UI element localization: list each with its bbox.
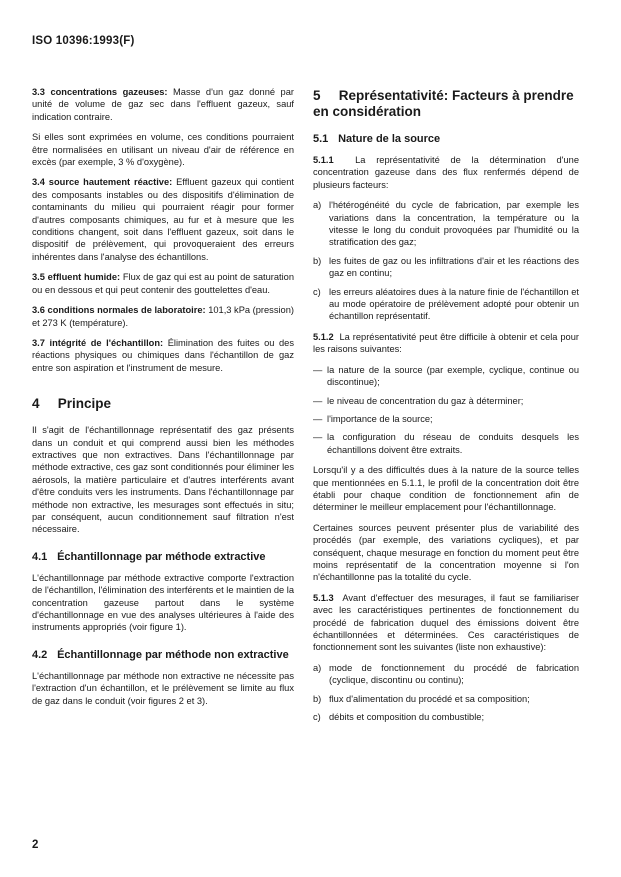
list-item-text: débits et composition du combustible; — [329, 712, 485, 723]
section-title: Nature de la source — [338, 133, 441, 145]
list-item — [313, 255, 579, 280]
definition-term: intégrité de l'échantillon: — [49, 337, 164, 348]
definition-term: effluent humide: — [47, 272, 121, 283]
definition-text: Flux de gaz qui est au point de saturation ou en dessous et qui peut contenir des gouttelettes d'eau. — [32, 272, 294, 295]
section-5-1-heading — [313, 132, 579, 146]
list-item — [313, 199, 579, 249]
definition-3-4 — [32, 176, 294, 263]
clause-number: 5.1.1 — [313, 155, 334, 165]
list-marker: — — [313, 395, 323, 406]
list-item-text: le niveau de concentration du gaz à déterminer; — [327, 395, 524, 406]
clause-text: La représentativité peut être difficile à obtenir et cela pour les raisons suivantes: — [313, 331, 579, 355]
clause-number: 5.1.2 — [313, 331, 334, 342]
definition-3-6 — [32, 304, 294, 329]
section-number: 5.1 — [313, 133, 329, 145]
section-5-heading — [313, 88, 579, 120]
section-title: Échantillonnage par méthode non extractive — [57, 648, 289, 661]
list-item — [313, 711, 579, 723]
list-item-text: l'hétérogénéité du cycle de fabrication, par exemple les variations dans la concentration, la température ou la vitesse le long du conduit provoquées par l'humidité ou la stratification des gaz; — [329, 200, 579, 248]
list-item — [313, 662, 579, 687]
section-4-text: Il s'agit de l'échantillonnage représentatif des gaz présents dans un conduit et qui comprend aussi bien les méthodes extractives que non extractives. Dans l'échantillonnage par méthode extractive, ces gaz sont conditionnés pour éliminer les aérosols, la matière particulaire et d'autres interférents avant d'être conduits vers les instruments. Dans l'échantillonnage par méthode non extractive, les mesurages sont effectués in situ; par conséquent, aucun conditionnement sauf filtration n'est nécessaire. — [32, 425, 294, 535]
clause-5-1-2 — [313, 331, 579, 356]
definition-3-5 — [32, 271, 294, 296]
section-number: 4.2 — [32, 648, 48, 661]
list-item-text: les fuites de gaz ou les infiltrations d'air et les réactions des gaz en continu; — [329, 255, 579, 279]
list-marker: a) — [313, 200, 322, 211]
page-number: 2 — [32, 839, 39, 851]
definition-3-7 — [32, 337, 294, 374]
list-marker: — — [313, 364, 323, 375]
definition-number: 3.6 — [32, 305, 45, 316]
list-marker: c) — [313, 286, 321, 297]
definition-term: source hautement réactive: — [48, 177, 173, 188]
section-number: 5 — [313, 88, 321, 103]
clause-5-1-1 — [313, 154, 579, 191]
list-5-1-3 — [313, 662, 579, 724]
list-marker: a) — [313, 662, 322, 673]
definition-3-3-note: Si elles sont exprimées en volume, ces conditions pourraient être normalisées en utilisant un niveau d'air de référence en excès (par exemple, 3 % d'oxygène). — [32, 132, 294, 168]
clause-number: 5.1.3 — [313, 592, 334, 603]
section-4-2-text: L'échantillonnage par méthode non extractive ne nécessite pas l'extraction d'un échantillon, et le prélèvement se limite au flux de gaz dans le conduit (voir figures 2 et 3). — [32, 670, 294, 706]
clause-5-1-3 — [313, 592, 579, 654]
list-item-text: les erreurs aléatoires dues à la nature finie de l'échantillon et au mode opératoire de prélèvement adopté pour obtenir un échantillon représentatif. — [329, 286, 579, 322]
definition-term: conditions normales de laboratoire: — [47, 305, 206, 316]
section-title: Représentativité: Facteurs à prendre en considération — [313, 88, 574, 119]
list-item — [313, 431, 579, 456]
list-item-text: l'importance de la source; — [327, 413, 433, 424]
list-item — [313, 413, 579, 425]
definition-3-3 — [32, 86, 294, 123]
definition-term: concentrations gazeuses: — [50, 87, 168, 97]
clause-text: La représentativité de la détermination d'une concentration gazeuse dans des flux renfermés dépend de plusieurs facteurs: — [313, 155, 580, 190]
list-item-text: la nature de la source (par exemple, cyclique, continue ou discontinue); — [327, 364, 579, 388]
clause-5-1-2-para-3: Certaines sources peuvent présenter plus de variabilité des procédés (par exemple, des variations cycliques), et par conséquent, chaque mesurage en fonction du moment peut être moins représentatif de la concentration moyenne si l'on n'échantillonne pas la totalité du cycle. — [313, 522, 579, 583]
list-marker: — — [313, 432, 323, 443]
document-header: ISO 10396:1993(F) — [32, 35, 135, 47]
list-item-text: flux d'alimentation du procédé et sa composition; — [329, 693, 530, 704]
list-item-text: mode de fonctionnement du procédé de fabrication (cyclique, discontinu ou continu); — [329, 662, 579, 686]
definition-number: 3.4 — [32, 177, 45, 188]
section-number: 4.1 — [32, 550, 48, 563]
list-item-text: la configuration du réseau de conduits desquels les échantillons doivent être extraits. — [327, 432, 579, 455]
list-5-1-1 — [313, 199, 579, 323]
section-4-heading — [32, 396, 294, 412]
list-marker: c) — [313, 712, 321, 723]
list-item — [313, 286, 579, 323]
definition-number: 3.3 — [32, 87, 45, 97]
section-number: 4 — [32, 396, 40, 412]
list-marker: b) — [313, 693, 322, 704]
list-5-1-2 — [313, 364, 579, 456]
section-4-1-heading — [32, 550, 294, 564]
section-4-2-heading — [32, 648, 294, 662]
section-title: Principe — [57, 396, 112, 412]
clause-text: Avant d'effectuer des mesurages, il faut se familiariser avec les caractéristiques pertinentes de fonctionnement du procédé de fabrication duquel des émissions doivent être échantillonnées et déterminées. Ces caractéristiques de fonctionnement sont les suivantes (liste non exhaustive): — [313, 592, 579, 653]
list-item — [313, 364, 579, 389]
definition-text: 101,3 kPa (pression) et 273 K (température). — [32, 305, 294, 328]
clause-5-1-2-para-2: Lorsqu'il y a des difficultés dues à la nature de la source telles que mentionnées en 5.1.1, le profil de la concentration doit être établi pour chaque condition de fonctionnement afin de déterminer le meilleur emplacement pour l'échantillonnage. — [313, 465, 579, 513]
section-title: Échantillonnage par méthode extractive — [57, 550, 266, 563]
left-column — [32, 86, 294, 715]
list-marker: — — [313, 413, 323, 424]
section-4-1-text: L'échantillonnage par méthode extractive comporte l'extraction de l'échantillon, l'élimination des interférents et le maintien de la concentration gazeuse partout dans le système d'échantillonnage en vue des analyses ultérieures à l'aide des instruments appropriés (voir figure 1). — [32, 572, 294, 633]
definition-number: 3.7 — [32, 337, 45, 348]
definition-text: Effluent gazeux qui contient des composants instables ou des dispositifs d'élimination de contaminants du milieu qui pourraient réagir pour former d'autres composants chimiques, au fur et à mesure que les conditions changent, soit dans l'effluent gazeux, soit dans le dispositif de prélèvement, qui provoqueraient des erreurs inhérentes dans l'analyse des échantillons. — [32, 177, 294, 262]
right-column — [313, 86, 579, 731]
definition-text: Masse d'un gaz donné par unité de volume de gaz sec dans l'effluent gazeux, sauf indication contraire. — [32, 87, 294, 122]
list-marker: b) — [313, 255, 322, 266]
list-item — [313, 693, 579, 705]
definition-number: 3.5 — [32, 272, 45, 283]
definition-text: Élimination des fuites ou des réactions physiques ou chimiques dans l'échantillon de gaz entre son aspiration et l'instrument de mesure. — [32, 337, 294, 373]
list-item — [313, 395, 579, 407]
